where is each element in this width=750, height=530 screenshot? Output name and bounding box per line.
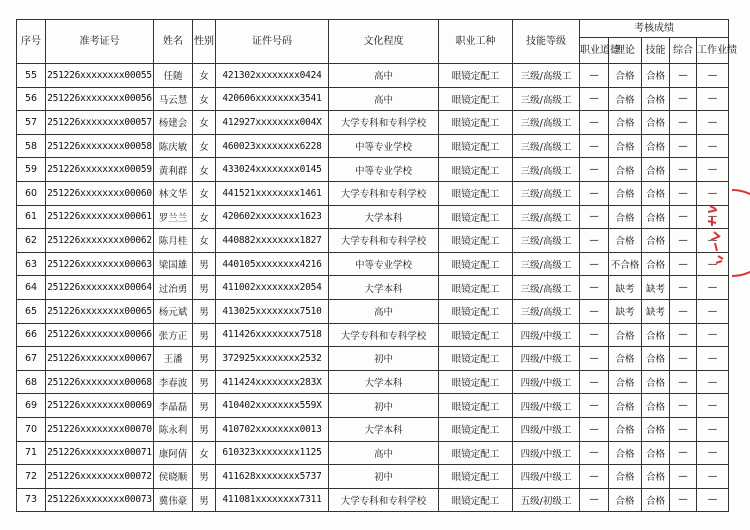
occupation: 眼镜定配工 [439,229,513,253]
ethics-score: — [580,323,609,347]
ethics-score: — [580,205,609,229]
row-index: 69 [17,394,46,418]
skill-score: 缺考 [642,299,670,323]
ticket-number: 251226xxxxxxxx00062 [46,229,154,253]
row-index: 57 [17,111,46,135]
skill-level: 三级/高级工 [513,276,580,300]
id-number: 440105xxxxxxxx4216 [216,252,329,276]
occupation: 眼镜定配工 [439,370,513,394]
occupation: 眼镜定配工 [439,111,513,135]
person-name: 陈月桂 [154,229,193,253]
education: 中等专业学校 [329,158,439,182]
results-table [16,19,737,512]
education: 高中 [329,299,439,323]
theory-score: 合格 [609,347,642,371]
skill-score: 合格 [642,158,670,182]
work-score: — [697,488,729,512]
work-score: — [697,134,729,158]
header-name: 姓名 [154,20,193,64]
overall-score: — [670,465,697,489]
education: 大学本科 [329,417,439,441]
skill-level: 四级/中级工 [513,347,580,371]
gender: 女 [193,134,216,158]
overall-score: — [670,347,697,371]
occupation: 眼镜定配工 [439,87,513,111]
theory-score: 不合格 [609,252,642,276]
header-ethics: 职业道德 [580,38,609,64]
work-score: — [697,370,729,394]
overall-score: — [670,441,697,465]
theory-score: 合格 [609,441,642,465]
skill-score: 合格 [642,347,670,371]
header-level: 技能等级 [513,20,580,64]
table-row [17,252,729,276]
id-number: 420606xxxxxxxx3541 [216,87,329,111]
header-skill: 技能 [642,38,670,64]
row-index: 73 [17,488,46,512]
work-score: — [697,417,729,441]
education: 大学专科和专科学校 [329,229,439,253]
overall-score: — [670,276,697,300]
row-index: 71 [17,441,46,465]
id-number: 410702xxxxxxxx0013 [216,417,329,441]
ethics-score: — [580,181,609,205]
ticket-number: 251226xxxxxxxx00063 [46,252,154,276]
person-name: 侯晓顺 [154,465,193,489]
table-body [17,64,729,512]
skill-level: 三级/高级工 [513,87,580,111]
occupation: 眼镜定配工 [439,276,513,300]
education: 大学本科 [329,276,439,300]
table-row [17,417,729,441]
ethics-score: — [580,276,609,300]
skill-level: 五级/初级工 [513,488,580,512]
gender: 女 [193,158,216,182]
row-index: 60 [17,181,46,205]
table-row [17,87,729,111]
ticket-number: 251226xxxxxxxx00067 [46,347,154,371]
education: 大学专科和专科学校 [329,488,439,512]
theory-score: 合格 [609,111,642,135]
id-number: 411628xxxxxxxx5737 [216,465,329,489]
occupation: 眼镜定配工 [439,347,513,371]
occupation: 眼镜定配工 [439,205,513,229]
ticket-number: 251226xxxxxxxx00070 [46,417,154,441]
theory-score: 缺考 [609,299,642,323]
id-number: 410402xxxxxxxx559X [216,394,329,418]
occupation: 眼镜定配工 [439,181,513,205]
id-number: 411002xxxxxxxx2054 [216,276,329,300]
work-score: — [697,323,729,347]
education: 高中 [329,87,439,111]
skill-level: 三级/高级工 [513,111,580,135]
ethics-score: — [580,111,609,135]
gender: 女 [193,64,216,88]
person-name: 康阿倩 [154,441,193,465]
table-row [17,276,729,300]
gender: 男 [193,252,216,276]
occupation: 眼镜定配工 [439,158,513,182]
person-name: 黄利群 [154,158,193,182]
header-row-1 [17,20,729,38]
gender: 女 [193,229,216,253]
occupation: 眼镜定配工 [439,323,513,347]
skill-score: 合格 [642,252,670,276]
person-name: 杨建会 [154,111,193,135]
ethics-score: — [580,417,609,441]
occupation: 眼镜定配工 [439,417,513,441]
work-score: — [697,64,729,88]
skill-level: 三级/高级工 [513,158,580,182]
id-number: 441521xxxxxxxx1461 [216,181,329,205]
education: 中等专业学校 [329,252,439,276]
person-name: 冀伟豪 [154,488,193,512]
gender: 男 [193,370,216,394]
gender: 男 [193,299,216,323]
ticket-number: 251226xxxxxxxx00064 [46,276,154,300]
table-row [17,181,729,205]
ethics-score: — [580,87,609,111]
overall-score: — [670,229,697,253]
skill-level: 三级/高级工 [513,252,580,276]
table-row [17,158,729,182]
table-row [17,347,729,371]
ticket-number: 251226xxxxxxxx00057 [46,111,154,135]
theory-score: 合格 [609,205,642,229]
ethics-score: — [580,488,609,512]
person-name: 梁国雄 [154,252,193,276]
overall-score: — [670,158,697,182]
header-occupation: 职业工种 [439,20,513,64]
id-number: 460023xxxxxxxx6228 [216,134,329,158]
ticket-number: 251226xxxxxxxx00072 [46,465,154,489]
person-name: 张方正 [154,323,193,347]
overall-score: — [670,252,697,276]
theory-score: 合格 [609,229,642,253]
skill-score: 合格 [642,111,670,135]
gender: 男 [193,347,216,371]
row-index: 58 [17,134,46,158]
table-row [17,134,729,158]
work-score: — [697,465,729,489]
table-row [17,465,729,489]
header-id-number: 证件号码 [216,20,329,64]
ticket-number: 251226xxxxxxxx00068 [46,370,154,394]
overall-score: — [670,134,697,158]
ticket-number: 251226xxxxxxxx00056 [46,87,154,111]
gender: 女 [193,111,216,135]
gender: 女 [193,181,216,205]
person-name: 陈庆敏 [154,134,193,158]
overall-score: — [670,488,697,512]
ethics-score: — [580,229,609,253]
id-number: 413025xxxxxxxx7510 [216,299,329,323]
education: 大学专科和专科学校 [329,323,439,347]
overall-score: — [670,181,697,205]
occupation: 眼镜定配工 [439,252,513,276]
table-row [17,205,729,229]
skill-score: 合格 [642,229,670,253]
id-number: 411424xxxxxxxx283X [216,370,329,394]
row-index: 62 [17,229,46,253]
work-score: — [697,181,729,205]
table-row [17,488,729,512]
education: 初中 [329,394,439,418]
gender: 男 [193,465,216,489]
header-gender: 性别 [193,20,216,64]
gender: 男 [193,394,216,418]
table-row [17,229,729,253]
row-index: 55 [17,64,46,88]
ethics-score: — [580,441,609,465]
occupation: 眼镜定配工 [439,134,513,158]
skill-level: 三级/高级工 [513,181,580,205]
ethics-score: — [580,134,609,158]
skill-level: 三级/高级工 [513,229,580,253]
ethics-score: — [580,158,609,182]
skill-score: 合格 [642,417,670,441]
overall-score: — [670,205,697,229]
gender: 女 [193,205,216,229]
ticket-number: 251226xxxxxxxx00055 [46,64,154,88]
gender: 女 [193,441,216,465]
overall-score: — [670,370,697,394]
ticket-number: 251226xxxxxxxx00061 [46,205,154,229]
skill-score: 合格 [642,370,670,394]
occupation: 眼镜定配工 [439,441,513,465]
table-row [17,441,729,465]
person-name: 杨元斌 [154,299,193,323]
theory-score: 合格 [609,181,642,205]
skill-score: 合格 [642,465,670,489]
education: 大学本科 [329,205,439,229]
ethics-score: — [580,347,609,371]
person-name: 马云慧 [154,87,193,111]
education: 初中 [329,347,439,371]
row-index: 66 [17,323,46,347]
row-index: 67 [17,347,46,371]
overall-score: — [670,64,697,88]
occupation: 眼镜定配工 [439,488,513,512]
id-number: 440882xxxxxxxx1827 [216,229,329,253]
person-name: 李晶磊 [154,394,193,418]
work-score: — [697,158,729,182]
work-score: — [697,299,729,323]
id-number: 420602xxxxxxxx1623 [216,205,329,229]
row-index: 70 [17,417,46,441]
skill-level: 三级/高级工 [513,299,580,323]
header-overall: 综合 [670,38,697,64]
work-score: — [697,229,729,253]
overall-score: — [670,394,697,418]
work-score: — [697,441,729,465]
ethics-score: — [580,64,609,88]
row-index: 65 [17,299,46,323]
work-score: — [697,394,729,418]
skill-score: 合格 [642,87,670,111]
ticket-number: 251226xxxxxxxx00059 [46,158,154,182]
skill-score: 合格 [642,323,670,347]
id-number: 610323xxxxxxxx1125 [216,441,329,465]
ethics-score: — [580,394,609,418]
education: 高中 [329,64,439,88]
header-theory: 理论 [609,38,642,64]
row-index: 61 [17,205,46,229]
id-number: 411426xxxxxxxx7518 [216,323,329,347]
skill-level: 三级/高级工 [513,64,580,88]
skill-score: 合格 [642,441,670,465]
work-score: — [697,111,729,135]
ticket-number: 251226xxxxxxxx00069 [46,394,154,418]
theory-score: 缺考 [609,276,642,300]
education: 大学专科和专科学校 [329,181,439,205]
table-row [17,370,729,394]
ticket-number: 251226xxxxxxxx00066 [46,323,154,347]
skill-score: 缺考 [642,276,670,300]
skill-score: 合格 [642,64,670,88]
education: 高中 [329,441,439,465]
row-index: 72 [17,465,46,489]
theory-score: 合格 [609,323,642,347]
row-index: 68 [17,370,46,394]
id-number: 433024xxxxxxxx0145 [216,158,329,182]
row-index: 64 [17,276,46,300]
occupation: 眼镜定配工 [439,394,513,418]
theory-score: 合格 [609,465,642,489]
person-name: 陈永利 [154,417,193,441]
theory-score: 合格 [609,134,642,158]
skill-level: 四级/中级工 [513,370,580,394]
theory-score: 合格 [609,417,642,441]
skill-level: 四级/中级工 [513,465,580,489]
gender: 男 [193,417,216,441]
id-number: 421302xxxxxxxx0424 [216,64,329,88]
gender: 男 [193,488,216,512]
table-row [17,64,729,88]
ethics-score: — [580,465,609,489]
work-score: — [697,87,729,111]
person-name: 过治勇 [154,276,193,300]
skill-level: 四级/中级工 [513,323,580,347]
skill-level: 四级/中级工 [513,394,580,418]
person-name: 任随 [154,64,193,88]
theory-score: 合格 [609,64,642,88]
work-score: — [697,347,729,371]
occupation: 眼镜定配工 [439,465,513,489]
overall-score: — [670,299,697,323]
gender: 女 [193,87,216,111]
header-education: 文化程度 [329,20,439,64]
id-number: 412927xxxxxxxx004X [216,111,329,135]
ethics-score: — [580,299,609,323]
education: 大学本科 [329,370,439,394]
table-row [17,394,729,418]
ticket-number: 251226xxxxxxxx00060 [46,181,154,205]
gender: 男 [193,323,216,347]
ethics-score: — [580,252,609,276]
header-index: 序号 [17,20,46,64]
skill-score: 合格 [642,134,670,158]
work-score: — [697,205,729,229]
person-name: 罗兰兰 [154,205,193,229]
person-name: 李春波 [154,370,193,394]
id-number: 372925xxxxxxxx2532 [216,347,329,371]
row-index: 63 [17,252,46,276]
theory-score: 合格 [609,158,642,182]
skill-score: 合格 [642,488,670,512]
table-row [17,299,729,323]
overall-score: — [670,323,697,347]
header-ticket: 准考证号 [46,20,154,64]
table-row [17,111,729,135]
ticket-number: 251226xxxxxxxx00073 [46,488,154,512]
theory-score: 合格 [609,87,642,111]
education: 大学专科和专科学校 [329,111,439,135]
education: 中等专业学校 [329,134,439,158]
theory-score: 合格 [609,394,642,418]
ticket-number: 251226xxxxxxxx00071 [46,441,154,465]
gender: 男 [193,276,216,300]
occupation: 眼镜定配工 [439,299,513,323]
skill-level: 四级/中级工 [513,417,580,441]
ticket-number: 251226xxxxxxxx00058 [46,134,154,158]
header-assessment: 考核成绩 [580,20,729,38]
work-score: — [697,252,729,276]
theory-score: 合格 [609,488,642,512]
skill-score: 合格 [642,181,670,205]
overall-score: — [670,111,697,135]
person-name: 林文华 [154,181,193,205]
overall-score: — [670,417,697,441]
ticket-number: 251226xxxxxxxx00065 [46,299,154,323]
overall-score: — [670,87,697,111]
row-index: 59 [17,158,46,182]
work-score: — [697,276,729,300]
education: 初中 [329,465,439,489]
theory-score: 合格 [609,370,642,394]
skill-level: 四级/中级工 [513,441,580,465]
id-number: 411081xxxxxxxx7311 [216,488,329,512]
occupation: 眼镜定配工 [439,64,513,88]
skill-level: 三级/高级工 [513,205,580,229]
skill-level: 三级/高级工 [513,134,580,158]
skill-score: 合格 [642,394,670,418]
ethics-score: — [580,370,609,394]
skill-score: 合格 [642,205,670,229]
row-index: 56 [17,87,46,111]
person-name: 王潘 [154,347,193,371]
table-row [17,323,729,347]
header-work: 工作业绩 [697,38,729,64]
